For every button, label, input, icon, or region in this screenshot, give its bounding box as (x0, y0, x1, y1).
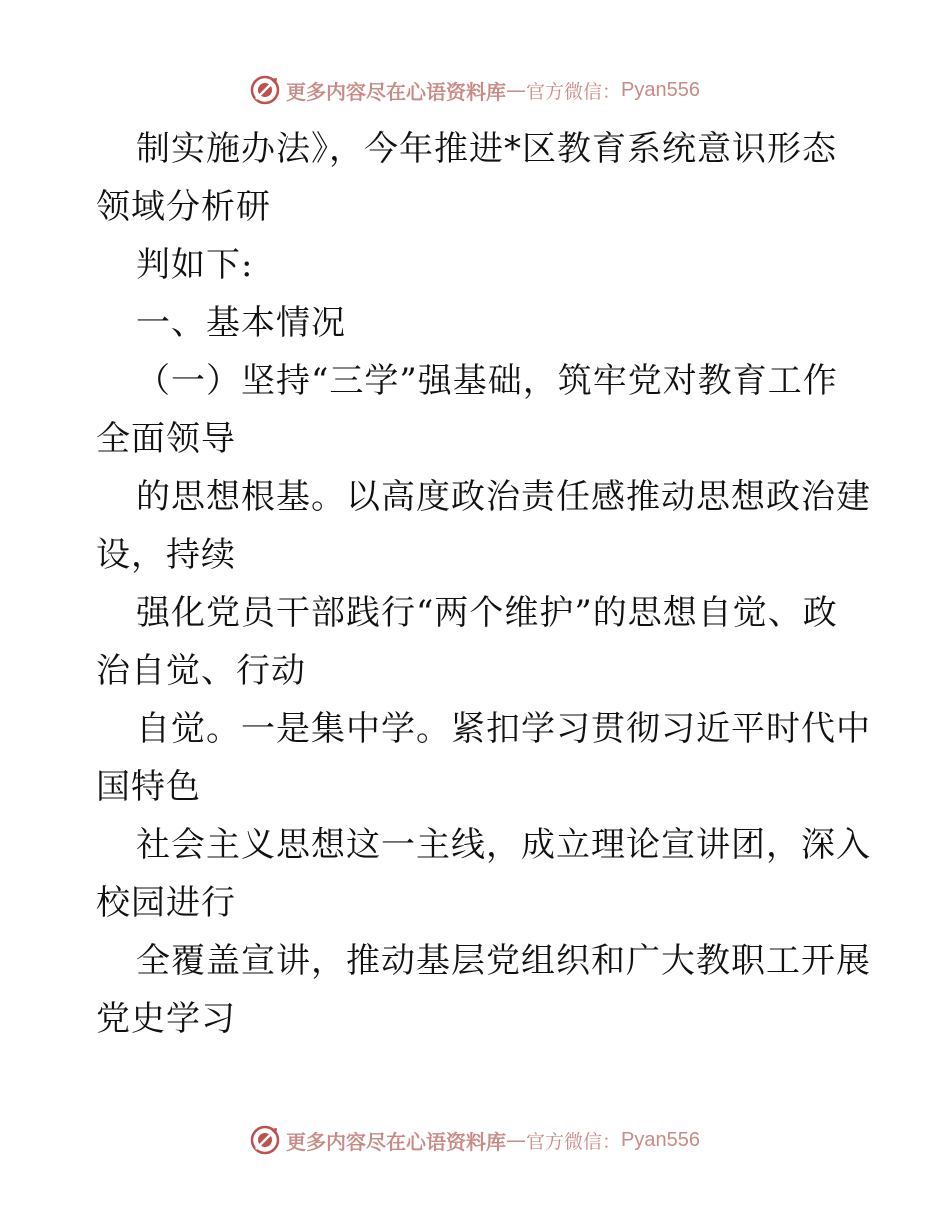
text-line: 强化党员干部践行“两个维护”的思想自觉、政 (136, 593, 838, 633)
text-line: 的思想根基。以高度政治责任感推动思想政治建 (136, 477, 871, 517)
text-line: 全面领导 (96, 419, 236, 459)
text-line: 领域分析研 (96, 187, 271, 227)
subsection-heading: （一）坚持“三学”强基础，筑牢党对教育工作 (136, 361, 838, 401)
text-line: 自觉。一是集中学。紧扣学习贯彻习近平时代中 (136, 709, 871, 749)
text-line: 社会主义思想这一主线，成立理论宣讲团，深入 (136, 825, 871, 865)
brand-logo-icon (250, 1125, 280, 1155)
banner-main-text: 更多内容尽在心语资料库 (286, 1129, 506, 1154)
text-line: 制实施办法》，今年推进*区教育系统意识形态 (136, 129, 837, 169)
text-line: 判如下: (136, 245, 254, 285)
text-line: 校园进行 (96, 883, 236, 923)
text-line: 国特色 (96, 767, 201, 807)
watermark-banner-top (0, 70, 950, 110)
text-line: 设，持续 (96, 535, 236, 575)
text-line: 治自觉、行动 (96, 651, 306, 691)
watermark-banner-bottom (0, 1120, 950, 1160)
banner-wechat-label: 官方微信： (526, 1130, 622, 1153)
document-body (96, 120, 871, 1048)
banner-wechat-label: 官方微信： (526, 80, 622, 103)
banner-wechat-id: Pyan556 (621, 1128, 700, 1151)
text-line: 全覆盖宣讲，推动基层党组织和广大教职工开展 (136, 941, 871, 981)
banner-dash: — (506, 1128, 526, 1152)
banner-main-text: 更多内容尽在心语资料库 (286, 79, 506, 104)
section-heading: 一、基本情况 (136, 303, 346, 343)
banner-dash: — (506, 78, 526, 102)
text-line: 党史学习 (96, 999, 236, 1039)
banner-wechat-id: Pyan556 (621, 78, 700, 101)
brand-logo-icon (250, 75, 280, 105)
